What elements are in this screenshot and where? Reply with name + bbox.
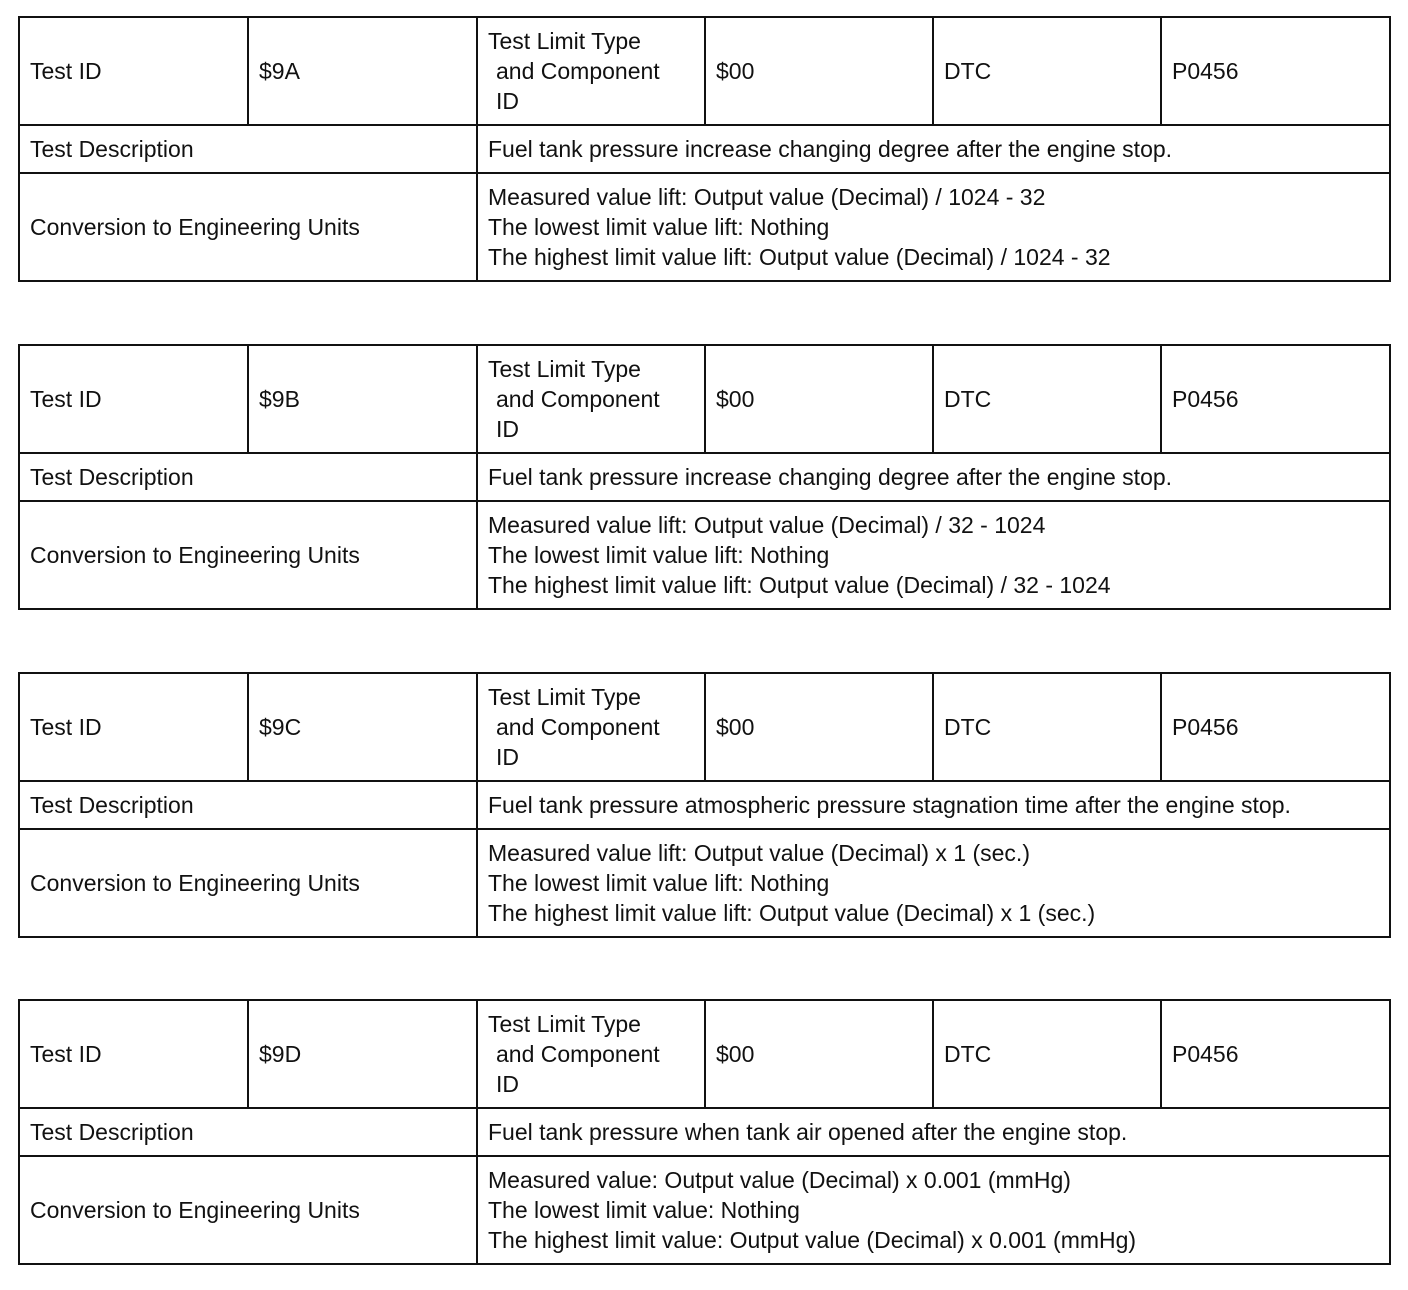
test-description-value: Fuel tank pressure increase changing degree after the engine stop. <box>477 453 1390 501</box>
conversion-value <box>477 1156 1390 1264</box>
limit-type-label-line-2: and Component <box>496 714 660 740</box>
conversion-row <box>19 173 1390 281</box>
conversion-line-lowest: The lowest limit value lift: Nothing <box>488 214 830 240</box>
conversion-line-lowest: The lowest limit value lift: Nothing <box>488 542 830 568</box>
dtc-label: DTC <box>933 345 1161 453</box>
test-description-label: Test Description <box>19 781 477 829</box>
conversion-row <box>19 1156 1390 1264</box>
test-description-value: Fuel tank pressure increase changing degree after the engine stop. <box>477 125 1390 173</box>
test-id-value: $9D <box>248 1000 477 1108</box>
conversion-line-lowest: The lowest limit value: Nothing <box>488 1197 800 1223</box>
test-id-label: Test ID <box>19 673 248 781</box>
conversion-line-measured: Measured value: Output value (Decimal) x 0.001 (mmHg) <box>488 1167 1071 1193</box>
dtc-value: P0456 <box>1161 17 1390 125</box>
conversion-label: Conversion to Engineering Units <box>19 1156 477 1264</box>
description-row <box>19 125 1390 173</box>
monitor-test-table-9d <box>18 999 1391 1265</box>
limit-type-value: $00 <box>705 17 933 125</box>
limit-type-label-line-2: and Component <box>496 1041 660 1067</box>
conversion-row <box>19 501 1390 609</box>
monitor-test-table-9c <box>18 672 1391 938</box>
conversion-line-highest: The highest limit value lift: Output value (Decimal) / 1024 - 32 <box>488 244 1111 270</box>
dtc-value: P0456 <box>1161 1000 1390 1108</box>
description-row <box>19 1108 1390 1156</box>
limit-type-label <box>477 17 705 125</box>
conversion-value <box>477 173 1390 281</box>
limit-type-label-line-2: and Component <box>496 58 660 84</box>
limit-type-label <box>477 345 705 453</box>
dtc-label: DTC <box>933 17 1161 125</box>
limit-type-value: $00 <box>705 673 933 781</box>
test-id-value: $9B <box>248 345 477 453</box>
limit-type-value: $00 <box>705 1000 933 1108</box>
limit-type-label-line-1: Test Limit Type <box>488 28 641 54</box>
description-row <box>19 781 1390 829</box>
table-header-row <box>19 345 1390 453</box>
test-description-value: Fuel tank pressure atmospheric pressure stagnation time after the engine stop. <box>477 781 1390 829</box>
dtc-value: P0456 <box>1161 345 1390 453</box>
limit-type-label <box>477 1000 705 1108</box>
limit-type-label-line-1: Test Limit Type <box>488 356 641 382</box>
monitor-test-table-9a <box>18 16 1391 282</box>
conversion-row <box>19 829 1390 937</box>
conversion-label: Conversion to Engineering Units <box>19 829 477 937</box>
limit-type-label-line-1: Test Limit Type <box>488 684 641 710</box>
conversion-line-measured: Measured value lift: Output value (Decimal) x 1 (sec.) <box>488 840 1030 866</box>
conversion-line-lowest: The lowest limit value lift: Nothing <box>488 870 830 896</box>
limit-type-label-line-2: and Component <box>496 386 660 412</box>
test-id-label: Test ID <box>19 17 248 125</box>
limit-type-label-line-3: ID <box>496 1071 519 1097</box>
conversion-line-measured: Measured value lift: Output value (Decimal) / 1024 - 32 <box>488 184 1046 210</box>
limit-type-label-line-3: ID <box>496 744 519 770</box>
conversion-line-highest: The highest limit value lift: Output value (Decimal) / 32 - 1024 <box>488 572 1111 598</box>
monitor-test-table-9b <box>18 344 1391 610</box>
table-header-row <box>19 673 1390 781</box>
test-description-label: Test Description <box>19 1108 477 1156</box>
conversion-line-highest: The highest limit value lift: Output value (Decimal) x 1 (sec.) <box>488 900 1096 926</box>
limit-type-label-line-3: ID <box>496 416 519 442</box>
conversion-value <box>477 501 1390 609</box>
test-id-value: $9A <box>248 17 477 125</box>
limit-type-value: $00 <box>705 345 933 453</box>
test-id-value: $9C <box>248 673 477 781</box>
test-id-label: Test ID <box>19 1000 248 1108</box>
limit-type-label-line-3: ID <box>496 88 519 114</box>
dtc-value: P0456 <box>1161 673 1390 781</box>
description-row <box>19 453 1390 501</box>
table-header-row <box>19 1000 1390 1108</box>
conversion-label: Conversion to Engineering Units <box>19 501 477 609</box>
conversion-label: Conversion to Engineering Units <box>19 173 477 281</box>
conversion-line-measured: Measured value lift: Output value (Decimal) / 32 - 1024 <box>488 512 1046 538</box>
test-description-label: Test Description <box>19 453 477 501</box>
test-description-value: Fuel tank pressure when tank air opened after the engine stop. <box>477 1108 1390 1156</box>
table-header-row <box>19 17 1390 125</box>
dtc-label: DTC <box>933 673 1161 781</box>
conversion-line-highest: The highest limit value: Output value (Decimal) x 0.001 (mmHg) <box>488 1227 1137 1253</box>
dtc-label: DTC <box>933 1000 1161 1108</box>
test-description-label: Test Description <box>19 125 477 173</box>
limit-type-label-line-1: Test Limit Type <box>488 1011 641 1037</box>
conversion-value <box>477 829 1390 937</box>
test-id-label: Test ID <box>19 345 248 453</box>
limit-type-label <box>477 673 705 781</box>
